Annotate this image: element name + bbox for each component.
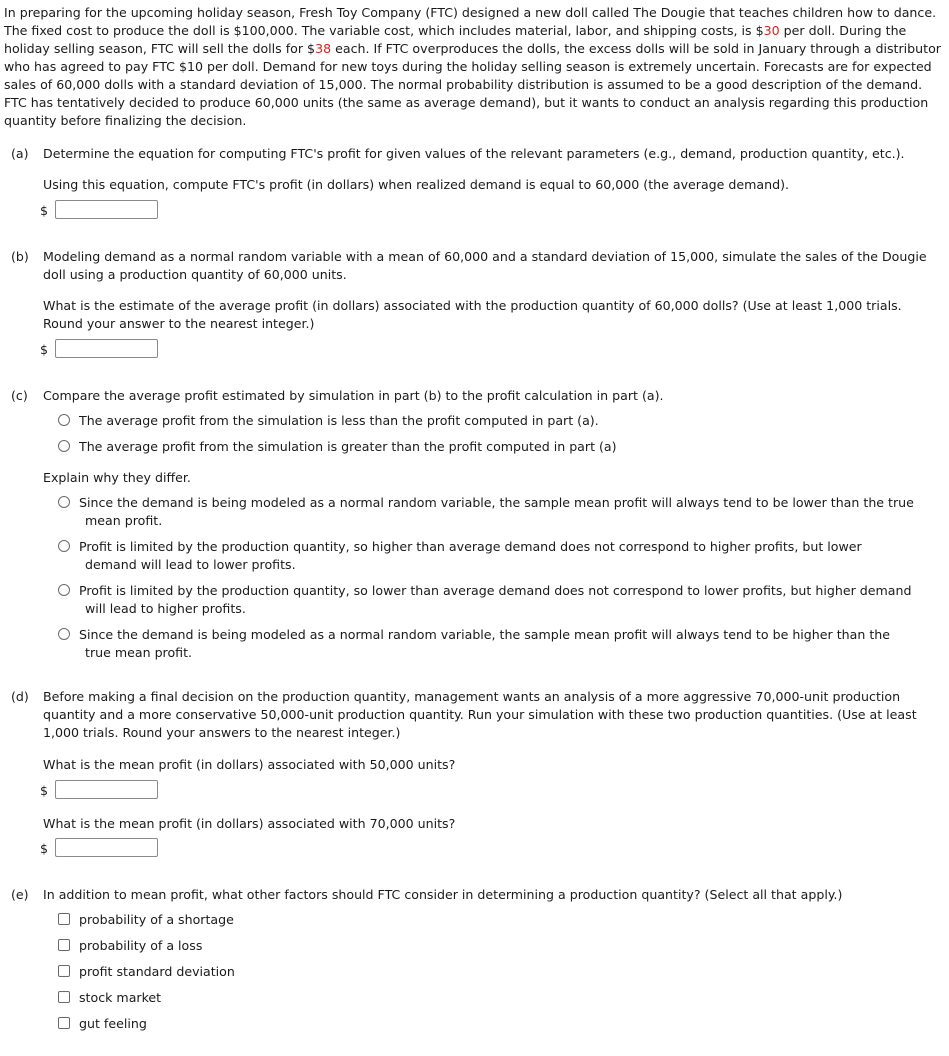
factor-option-label: profit standard deviation xyxy=(79,964,235,979)
part-e-label: (e) xyxy=(11,887,29,902)
explain-option-label xyxy=(79,582,944,618)
radio-button[interactable] xyxy=(58,496,70,508)
price-value: 38 xyxy=(315,41,332,56)
part-a-label: (a) xyxy=(11,146,29,161)
explain-option-line: will lead to higher profits. xyxy=(85,601,246,616)
part-c-label: (c) xyxy=(11,388,28,403)
intro-text-3: each. If FTC overproduces the dolls, the excess dolls will be sold in January through a distributor who has agreed to pay FTC $10 per doll. Demand for new toys during the holiday selling season is extremely uncertain. Forecasts are for expected sales of 60,000 dolls with a standard deviation of 15,000. The normal probability distribution is assumed to be a good description of the demand. FTC has tentatively decided to produce 60,000 units (the same as average demand), but it wants to conduct an analysis regarding this production quantity before finalizing the decision. xyxy=(4,41,941,128)
explain-option-line: true mean profit. xyxy=(85,645,193,660)
explain-prompt: Explain why they differ. xyxy=(43,470,191,485)
checkbox[interactable] xyxy=(58,939,70,951)
part-d-label: (d) xyxy=(11,689,29,704)
factor-option-label: stock market xyxy=(79,990,162,1005)
part-b-prompt: What is the estimate of the average profit (in dollars) associated with the production quantity of 60,000 dolls? (Use at least 1,000 trials. Round your answer to the nearest integer.) xyxy=(43,298,902,331)
dollar-sign: $ xyxy=(40,841,49,856)
radio-button[interactable] xyxy=(58,440,70,452)
compare-option-label: The average profit from the simulation is less than the profit computed in part (a). xyxy=(79,413,599,428)
intro-text-2: per doll. During the holiday selling season, FTC will sell the dolls for $ xyxy=(4,23,907,56)
part-d-prompt-70k: What is the mean profit (in dollars) associated with 70,000 units? xyxy=(43,816,456,831)
factor-option-label: probability of a loss xyxy=(79,938,203,953)
mean-profit-50k-input[interactable] xyxy=(55,780,158,799)
part-d-prompt-50k: What is the mean profit (in dollars) associated with 50,000 units? xyxy=(43,757,456,772)
part-e-question: In addition to mean profit, what other factors should FTC consider in determining a production quantity? (Select all that apply.) xyxy=(43,887,843,902)
checkbox[interactable] xyxy=(58,913,70,925)
part-b-question: Modeling demand as a normal random variable with a mean of 60,000 and a standard deviation of 15,000, simulate the sales of the Dougie doll using a production quantity of 60,000 units. xyxy=(43,249,927,282)
dollar-sign: $ xyxy=(40,342,49,357)
explain-option-label xyxy=(79,626,944,662)
part-c-question: Compare the average profit estimated by simulation in part (b) to the profit calculation in part (a). xyxy=(43,388,664,403)
factor-option-label: gut feeling xyxy=(79,1016,147,1031)
explain-option-line: Profit is limited by the production quantity, so lower than average demand does not correspond to lower profits, but higher demand xyxy=(79,583,912,598)
intro-text-1: In preparing for the upcoming holiday season, Fresh Toy Company (FTC) designed a new doll called The Dougie that teaches children how to dance. The fixed cost to produce the doll is $100,000. The variable cost, which includes material, labor, and shipping costs, is $ xyxy=(4,5,937,38)
part-b-label: (b) xyxy=(11,249,29,264)
radio-button[interactable] xyxy=(58,584,70,596)
compare-option-label: The average profit from the simulation is greater than the profit computed in part (a) xyxy=(79,439,617,454)
explain-option-line: Since the demand is being modeled as a normal random variable, the sample mean profit will always tend to be higher than the xyxy=(79,627,890,642)
problem-intro xyxy=(4,4,944,130)
checkbox[interactable] xyxy=(58,991,70,1003)
checkbox[interactable] xyxy=(58,965,70,977)
dollar-sign: $ xyxy=(40,783,49,798)
explain-option-line: mean profit. xyxy=(85,513,163,528)
dollar-sign: $ xyxy=(40,203,49,218)
radio-button[interactable] xyxy=(58,414,70,426)
radio-button[interactable] xyxy=(58,628,70,640)
part-a-question: Determine the equation for computing FTC's profit for given values of the relevant parameters (e.g., demand, production quantity, etc.). xyxy=(43,146,905,161)
part-b-average-profit-input[interactable] xyxy=(55,339,158,358)
variable-cost-value: 30 xyxy=(763,23,780,38)
explain-option-label xyxy=(79,538,944,574)
explain-option-line: Profit is limited by the production quantity, so higher than average demand does not correspond to higher profits, but lower xyxy=(79,539,862,554)
mean-profit-70k-input[interactable] xyxy=(55,838,158,857)
explain-option-label xyxy=(79,494,944,530)
radio-button[interactable] xyxy=(58,540,70,552)
explain-option-line: Since the demand is being modeled as a normal random variable, the sample mean profit will always tend to be lower than the true xyxy=(79,495,914,510)
checkbox[interactable] xyxy=(58,1017,70,1029)
part-d-question: Before making a final decision on the production quantity, management wants an analysis of a more aggressive 70,000-unit production quantity and a more conservative 50,000-unit production quantity. Run your simulation with these two production quantities. (Use at least 1,000 trials. Round your answers to the nearest integer.) xyxy=(43,689,917,740)
part-a-prompt: Using this equation, compute FTC's profit (in dollars) when realized demand is equal to 60,000 (the average demand). xyxy=(43,177,790,192)
explain-option-line: demand will lead to lower profits. xyxy=(85,557,296,572)
part-a-profit-input[interactable] xyxy=(55,200,158,219)
factor-option-label: probability of a shortage xyxy=(79,912,234,927)
